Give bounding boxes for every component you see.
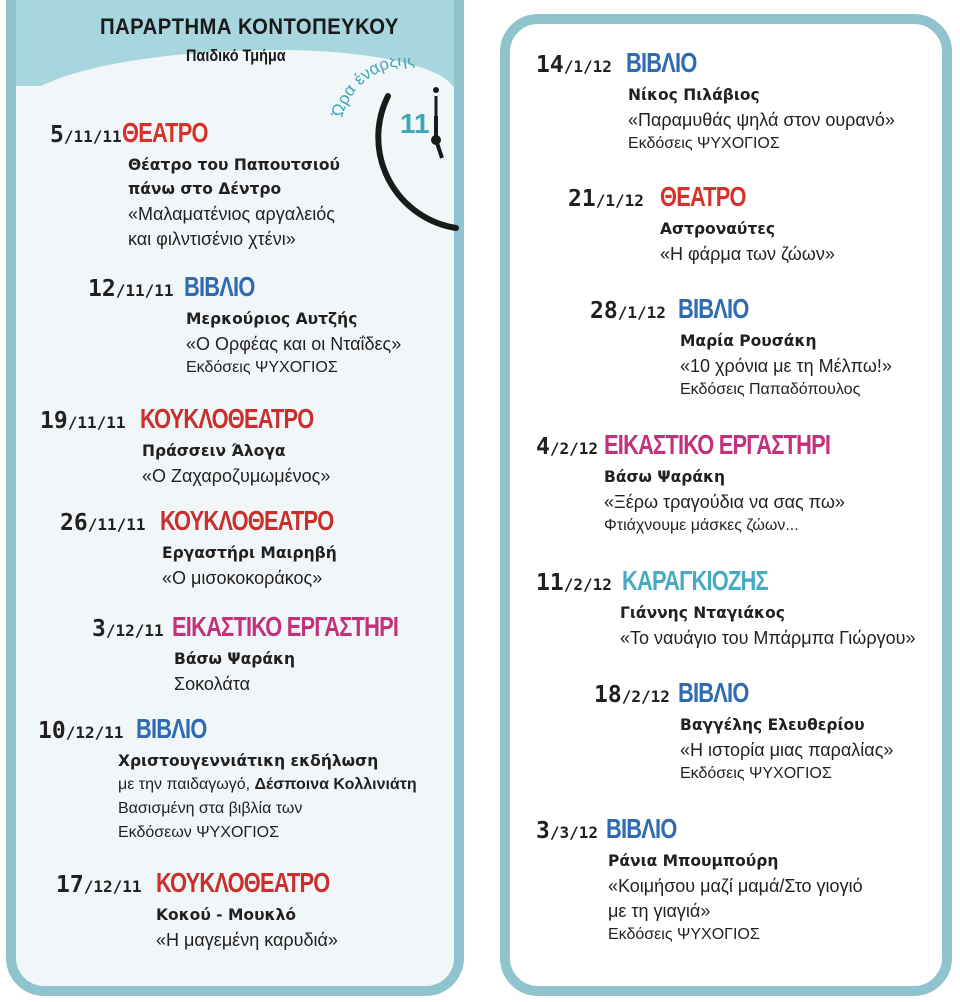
event-title [186,334,401,355]
event-date-day: 5 [50,122,64,148]
event-date-day: 18 [594,682,622,708]
event-date-day: 14 [536,52,564,78]
event-line-text: «Η ιστορία μιας παραλίας» [680,740,894,760]
event-date-day: 21 [568,186,596,212]
event-category: ΚΑΡΑΓΚΙΟΖΗΣ [622,565,768,596]
event-date [536,570,612,596]
event-line-text: Εκδόσεις ΨΥΧΟΓΙΟΣ [680,765,832,782]
event-line-text: Σοκολάτα [174,674,250,694]
clock-hour: 11 [400,108,430,139]
clock-icon [330,58,460,233]
event-title [174,674,250,695]
event-line-text: «Ο μισοκοκοράκος» [162,568,323,588]
event-line-text: Βάσω Ψαράκη [604,468,726,486]
event-line-text: Εκδόσεις ΨΥΧΟΓΙΟΣ [628,135,780,152]
event-line-text: «Η φάρμα των ζώων» [660,244,835,264]
event-line-text: «Παραμυθάς ψηλά στον ουρανό» [628,110,895,130]
event-line-text: «Ο Ζαχαροζυμωμένος» [142,466,331,486]
event-performer [162,544,337,562]
event-date [60,510,146,536]
event-date-day: 12 [88,276,116,302]
event-date-month-year: /1/12 [563,57,612,76]
event-line-text: Βαγγέλης Ελευθερίου [680,716,865,734]
event-title [608,876,863,897]
event-title [660,244,835,265]
event-line-text: «Κοιμήσου μαζί μαμά/Στο γιογιό [608,876,863,896]
event-line-text: Φτιάχνουμε μάσκες ζώων... [604,517,799,534]
event-line-text: Ράνια Μπουμπούρη [608,852,779,870]
event-performer [174,650,295,668]
event-date [536,52,612,78]
event-line-text: Μαρία Ρουσάκη [680,332,817,350]
event-line-text: Βάσω Ψαράκη [174,650,296,668]
event-performer [186,310,357,328]
event-performer [604,468,725,486]
event-note [608,926,760,944]
event-line-text: πάνω στο Δέντρο [128,180,282,198]
event-date-month-year: /2/12 [621,687,670,706]
event-note [680,381,860,399]
event-title [604,492,845,513]
event-line-text: Εκδόσεων ΨΥΧΟΓΙΟΣ [118,824,279,841]
event-line-text: Νίκος Πιλάβιος [628,86,760,104]
event-category: ΕΙΚΑΣΤΙΚΟ ΕΡΓΑΣΤΗΡΙ [172,611,399,642]
event-line-text: Εργαστήρι Μαιρηβή [162,544,337,562]
event-date-day: 17 [56,872,84,898]
event-line-text: Κοκού - Μουκλό [156,906,297,924]
event-performer [128,156,340,174]
event-title [620,628,915,649]
event-line-text: Εκδόσεις ΨΥΧΟΓΙΟΣ [186,359,338,376]
event-date-month-year: /1/12 [595,191,644,210]
event-title [128,204,335,225]
event-title [142,466,330,487]
branch-title: ΠΑΡΑΡΤΗΜΑ ΚΟΝΤΟΠΕΥΚΟΥ [100,14,399,39]
event-line-text: «Ο Ορφέας και οι Νταΐδες» [186,334,402,354]
event-note [118,824,279,842]
event-line-text: Πράσσειν Άλογα [142,442,286,460]
event-title [628,110,895,131]
event-date-month-year: /11/11 [63,127,122,146]
event-date [38,718,124,744]
event-line-text: «Ξέρω τραγούδια να σας πω» [604,492,845,512]
event-date [594,682,670,708]
event-performer [128,180,281,198]
event-performer [660,220,775,238]
event-date-day: 3 [92,616,106,642]
event-note [680,765,832,783]
event-category: ΘΕΑΤΡΟ [122,117,208,148]
event-performer [118,752,378,770]
event-date-day: 10 [38,718,66,744]
event-performer [628,86,760,104]
event-date-day: 11 [536,570,564,596]
event-category: ΚΟΥΚΛΟΘΕΑΤΡΟ [160,505,334,536]
event-date-month-year: /11/11 [115,281,174,300]
event-category: ΒΙΒΛΙΟ [678,677,749,708]
event-date-month-year: /12/11 [65,723,124,742]
event-category: ΒΙΒΛΙΟ [136,713,207,744]
event-date-day: 28 [590,298,618,324]
event-category: ΘΕΑΤΡΟ [660,181,746,212]
event-title [608,901,710,922]
event-date [88,276,174,302]
event-note [118,776,417,794]
branch-subtitle: Παιδικό Τμήμα [186,46,286,65]
event-date [40,408,126,434]
clock-label: ρα έναρξης [332,58,416,108]
event-line-text: Αστροναύτες [660,220,776,238]
event-performer [620,604,785,622]
event-date-day: 26 [60,510,88,536]
event-line-text: Χριστουγεννιάτικη εκδήλωση [118,752,379,770]
event-line-text: Εκδόσεις ΨΥΧΟΓΙΟΣ [608,926,760,943]
event-note [186,359,338,377]
event-line-text: Θέατρο του Παπουτσιού [128,156,341,174]
event-category: ΕΙΚΑΣΤΙΚΟ ΕΡΓΑΣΤΗΡΙ [604,429,831,460]
event-category: ΒΙΒΛΙΟ [606,813,677,844]
start-time-clock [330,58,460,233]
event-line-text: Μερκούριος Αυτζής [186,310,358,328]
event-line-text: Βασισμένη στα βιβλία των [118,800,303,817]
event-performer [680,332,817,350]
event-category: ΚΟΥΚΛΟΘΕΑΤΡΟ [140,403,314,434]
event-note [604,517,799,535]
event-line-text: με την παιδαγωγό, [118,776,255,793]
event-date-day: 19 [40,408,68,434]
event-note [118,800,302,818]
event-title [680,740,893,761]
event-date-month-year: /2/12 [549,439,599,458]
event-title [156,930,338,951]
event-performer [680,716,865,734]
event-date [56,872,142,898]
event-category: ΒΙΒΛΙΟ [184,271,255,302]
event-date [590,298,666,324]
event-line-text: «Η μαγεμένη καρυδιά» [156,930,338,950]
event-date [568,186,644,212]
event-line-text: με τη γιαγιά» [608,901,711,921]
event-date [92,616,164,642]
event-performer [608,852,778,870]
event-date-day: 4 [536,434,550,460]
event-line-text: και φιλντισένιο χτένι» [128,229,296,249]
event-performer [156,906,296,924]
event-title [162,568,322,589]
event-line-text: «Το ναυάγιο του Μπάρμπα Γιώργου» [620,628,916,648]
event-title [128,229,296,250]
event-category: ΒΙΒΛΙΟ [626,47,697,78]
event-date-month-year: /12/11 [83,877,142,896]
event-performer [142,442,286,460]
event-date-month-year: /2/12 [563,575,612,594]
event-date-month-year: /11/11 [87,515,146,534]
event-category: ΒΙΒΛΙΟ [678,293,749,324]
event-title [680,356,892,377]
event-note [628,135,780,153]
event-category: ΚΟΥΚΛΟΘΕΑΤΡΟ [156,867,330,898]
event-line-text: «10 χρόνια με τη Μέλπω!» [680,356,892,376]
event-line-text: Γιάννης Νταγιάκος [620,604,785,622]
event-line-bold-name: Δέσποινα Κολλινιάτη [254,776,417,793]
event-date [536,434,598,460]
event-date-day: 3 [536,818,550,844]
event-date-month-year: /11/11 [67,413,126,432]
event-date [536,818,598,844]
event-line-text: Εκδόσεις Παπαδόπουλος [680,381,861,398]
event-date-month-year: /1/12 [617,303,666,322]
event-date-month-year: /3/12 [549,823,599,842]
event-date-month-year: /12/11 [105,621,164,640]
event-line-text: «Μαλαματένιος αργαλειός [128,204,335,224]
event-date [50,122,122,148]
